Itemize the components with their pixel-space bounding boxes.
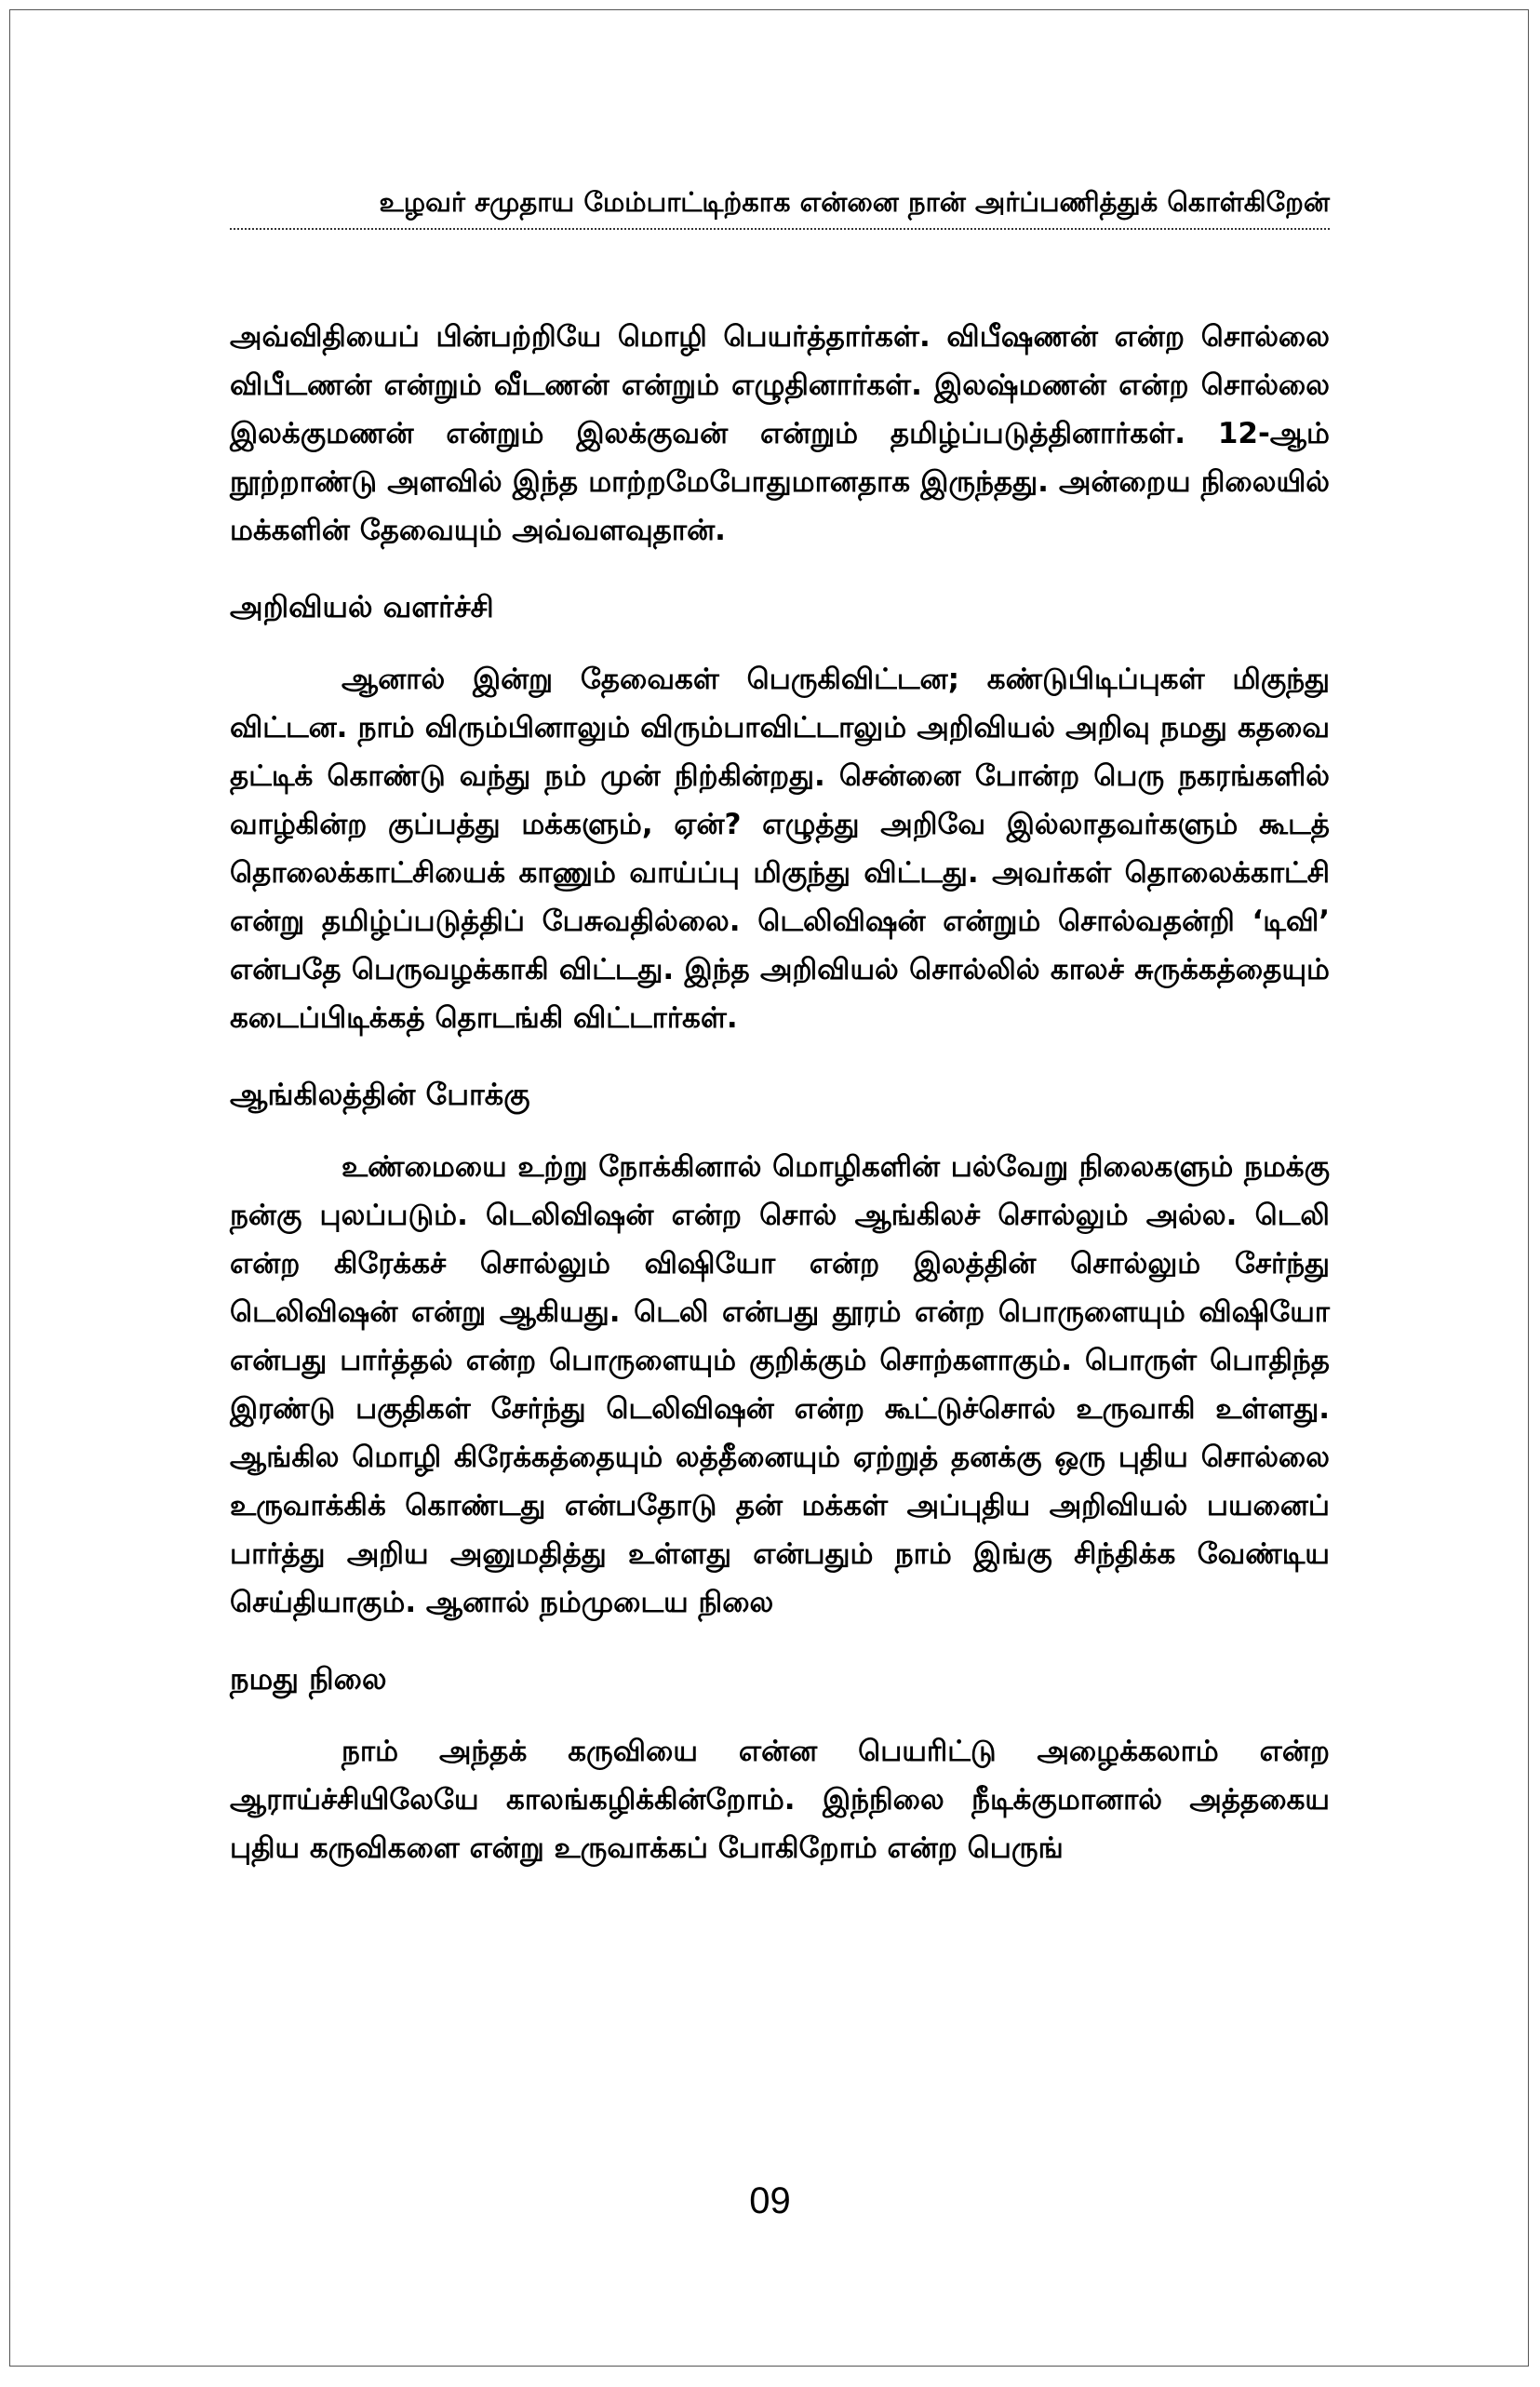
section-heading-our-state: நமது நிலை	[230, 1661, 387, 1696]
section-heading-science-growth: அறிவியல் வளர்ச்சி	[230, 589, 494, 624]
book-page	[9, 9, 1529, 2367]
section-paragraph-english-trend: உண்மையை உற்று நோக்கினால் மொழிகளின் பல்வேறு நிலைகளும் நமக்கு நன்கு புலப்படும். டெலிவிஷன் என்ற சொல் ஆங்கிலச் சொல்லும் அல்ல. டெலி என்ற கிரேக்கச் சொல்லும் விஷியோ என்ற இலத்தின் சொல்லும் சேர்ந்து டெலிவிஷன் என்று ஆகியது. டெலி என்பது தூரம் என்ற பொருளையும் விஷியோ என்பது பார்த்தல் என்ற பொருளையும் குறிக்கும் சொற்களாகும். பொருள் பொதிந்த இரண்டு பகுதிகள் சேர்ந்து டெலிவிஷன் என்ற கூட்டுச்சொல் உருவாகி உள்ளது. ஆங்கில மொழி கிரேக்கத்தையும் லத்தீனையும் ஏற்றுத் தனக்கு ஒரு புதிய சொல்லை உருவாக்கிக் கொண்டது என்பதோடு தன் மக்கள் அப்புதிய அறிவியல் பயனைப் பார்த்து அறிய அனுமதித்து உள்ளது என்பதும் நாம் இங்கு சிந்திக்க வேண்டிய செய்தியாகும். ஆனால் நம்முடைய நிலை	[230, 1150, 1330, 1619]
page-number: 09	[749, 2180, 791, 2221]
section-paragraph-science-growth: ஆனால் இன்று தேவைகள் பெருகிவிட்டன; கண்டுபிடிப்புகள் மிகுந்து விட்டன. நாம் விரும்பினாலும் விரும்பாவிட்டாலும் அறிவியல் அறிவு நமது கதவை தட்டிக் கொண்டு வந்து நம் முன் நிற்கின்றது. சென்னை போன்ற பெரு நகரங்களில் வாழ்கின்ற குப்பத்து மக்களும், ஏன்? எழுத்து அறிவே இல்லாதவர்களும் கூடத் தொலைக்காட்சியைக் காணும் வாய்ப்பு மிகுந்து விட்டது. அவர்கள் தொலைக்காட்சி என்று தமிழ்ப்படுத்திப் பேசுவதில்லை. டெலிவிஷன் என்றும் சொல்வதன்றி ‘டிவி’ என்பதே பெருவழக்காகி விட்டது. இந்த அறிவியல் சொல்லில் காலச் சுருக்கத்தையும் கடைப்பிடிக்கத் தொடங்கி விட்டார்கள்.	[230, 663, 1330, 1035]
running-head: உழவர் சமுதாய மேம்பாட்டிற்காக என்னை நான் அர்ப்பணித்துக் கொள்கிறேன்	[379, 186, 1330, 218]
page-body	[230, 313, 1330, 1872]
header-rule	[230, 228, 1330, 230]
intro-paragraph: அவ்விதியைப் பின்பற்றியே மொழி பெயர்த்தார்கள். விபீஷணன் என்ற சொல்லை விபீடணன் என்றும் வீடணன் என்றும் எழுதினார்கள். இலஷ்மணன் என்ற சொல்லை இலக்குமணன் என்றும் இலக்குவன் என்றும் தமிழ்ப்படுத்தினார்கள். 12-ஆம் நூற்றாண்டு அளவில் இந்த மாற்றமேபோதுமானதாக இருந்தது. அன்றைய நிலையில் மக்களின் தேவையும் அவ்வளவுதான்.	[230, 320, 1330, 547]
section-paragraph-our-state: நாம் அந்தக் கருவியை என்ன பெயரிட்டு அழைக்கலாம் என்ற ஆராய்ச்சியிலேயே காலங்கழிக்கின்றோம். இந்நிலை நீடிக்குமானால் அத்தகைய புதிய கருவிகளை என்று உருவாக்கப் போகிறோம் என்ற பெருங்	[230, 1735, 1330, 1865]
section-heading-english-trend: ஆங்கிலத்தின் போக்கு	[230, 1077, 530, 1112]
